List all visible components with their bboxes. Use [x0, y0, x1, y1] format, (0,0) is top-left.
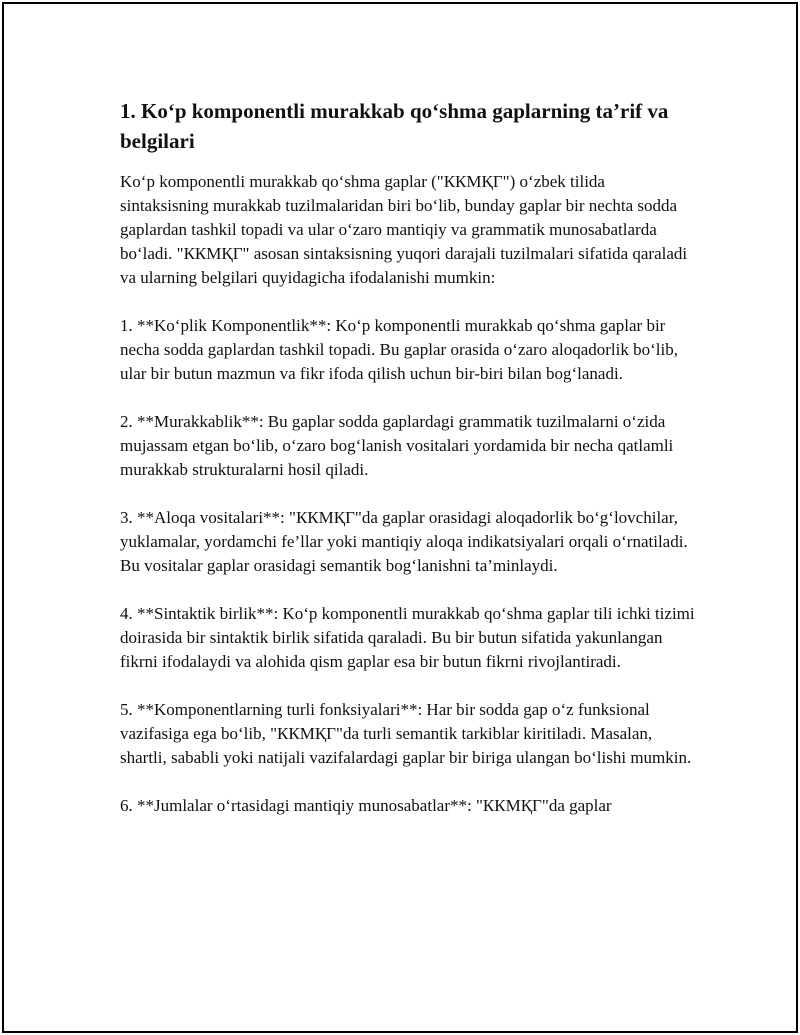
document-body	[120, 96, 695, 842]
paragraph-kopllik-komponentlik: 1. **Ko‘plik Komponentlik**: Ko‘p komponentli murakkab qo‘shma gaplar bir necha sodda gaplardan tashkil topadi. Bu gaplar orasida o‘zaro aloqadorlik bo‘lib, ular bir butun mazmun va fikr ifoda qilish uchun bir-biri bilan bog‘lanadi.	[120, 316, 678, 383]
intro-paragraph: Ko‘p komponentli murakkab qo‘shma gaplar ("ККМҚГ") o‘zbek tilida sintaksisning murakkab tuzilmalaridan biri bo‘lib, bunday gaplar bir nechta sodda gaplardan tashkil topadi va ular o‘zaro mantiqiy va grammatik munosabatlarda bo‘ladi. "ККМҚГ" asosan sintaksisning yuqori darajali tuzilmalari sifatida qaraladi va ularning belgilari quyidagicha ifodalanishi mumkin:	[120, 172, 688, 287]
section-heading: 1. Ko‘p komponentli murakkab qo‘shma gaplarning ta’rif va belgilari	[120, 99, 669, 153]
paragraph-murakkablik: 2. **Murakkablik**: Bu gaplar sodda gaplardagi grammatik tuzilmalarni o‘zida mujassam etgan bo‘lib, o‘zaro bog‘lanish vositalari yordamida bir necha qatlamli murakkab strukturalarni hosil qiladi.	[120, 412, 674, 479]
page-frame	[2, 2, 798, 1033]
paragraph-sintaktik-birlik: 4. **Sintaktik birlik**: Ko‘p komponentli murakkab qo‘shma gaplar tili ichki tizimi doirasida bir sintaktik birlik sifatida qaraladi. Bu bir butun sifatida yakunlangan fikrni ifodalaydi va alohida qism gaplar esa bir butun fikrni rivojlantiradi.	[120, 604, 695, 671]
paragraph-aloqa-vositalari: 3. **Aloqa vositalari**: "ККМҚГ"da gaplar orasidagi aloqadorlik bo‘g‘lovchilar, yuklamalar, yordamchi fe’llar yoki mantiqiy aloqa indikatsiyalari orqali o‘rnatiladi. Bu vositalar gaplar orasidagi semantik bog‘lanishni ta’minlaydi.	[120, 508, 688, 575]
paragraph-mantiqiy-munosabatlar: 6. **Jumlalar o‘rtasidagi mantiqiy munosabatlar**: "ККМҚГ"da gaplar	[120, 796, 612, 815]
paragraph-komponent-funksiyalari: 5. **Komponentlarning turli fonksiyalari**: Har bir sodda gap o‘z funksional vazifasiga ega bo‘lib, "ККМҚГ"da turli semantik tarkiblar kiritiladi. Masalan, shartli, sababli yoki natijali vazifalardagi gaplar bir biriga ulangan bo‘lishi mumkin.	[120, 700, 692, 767]
